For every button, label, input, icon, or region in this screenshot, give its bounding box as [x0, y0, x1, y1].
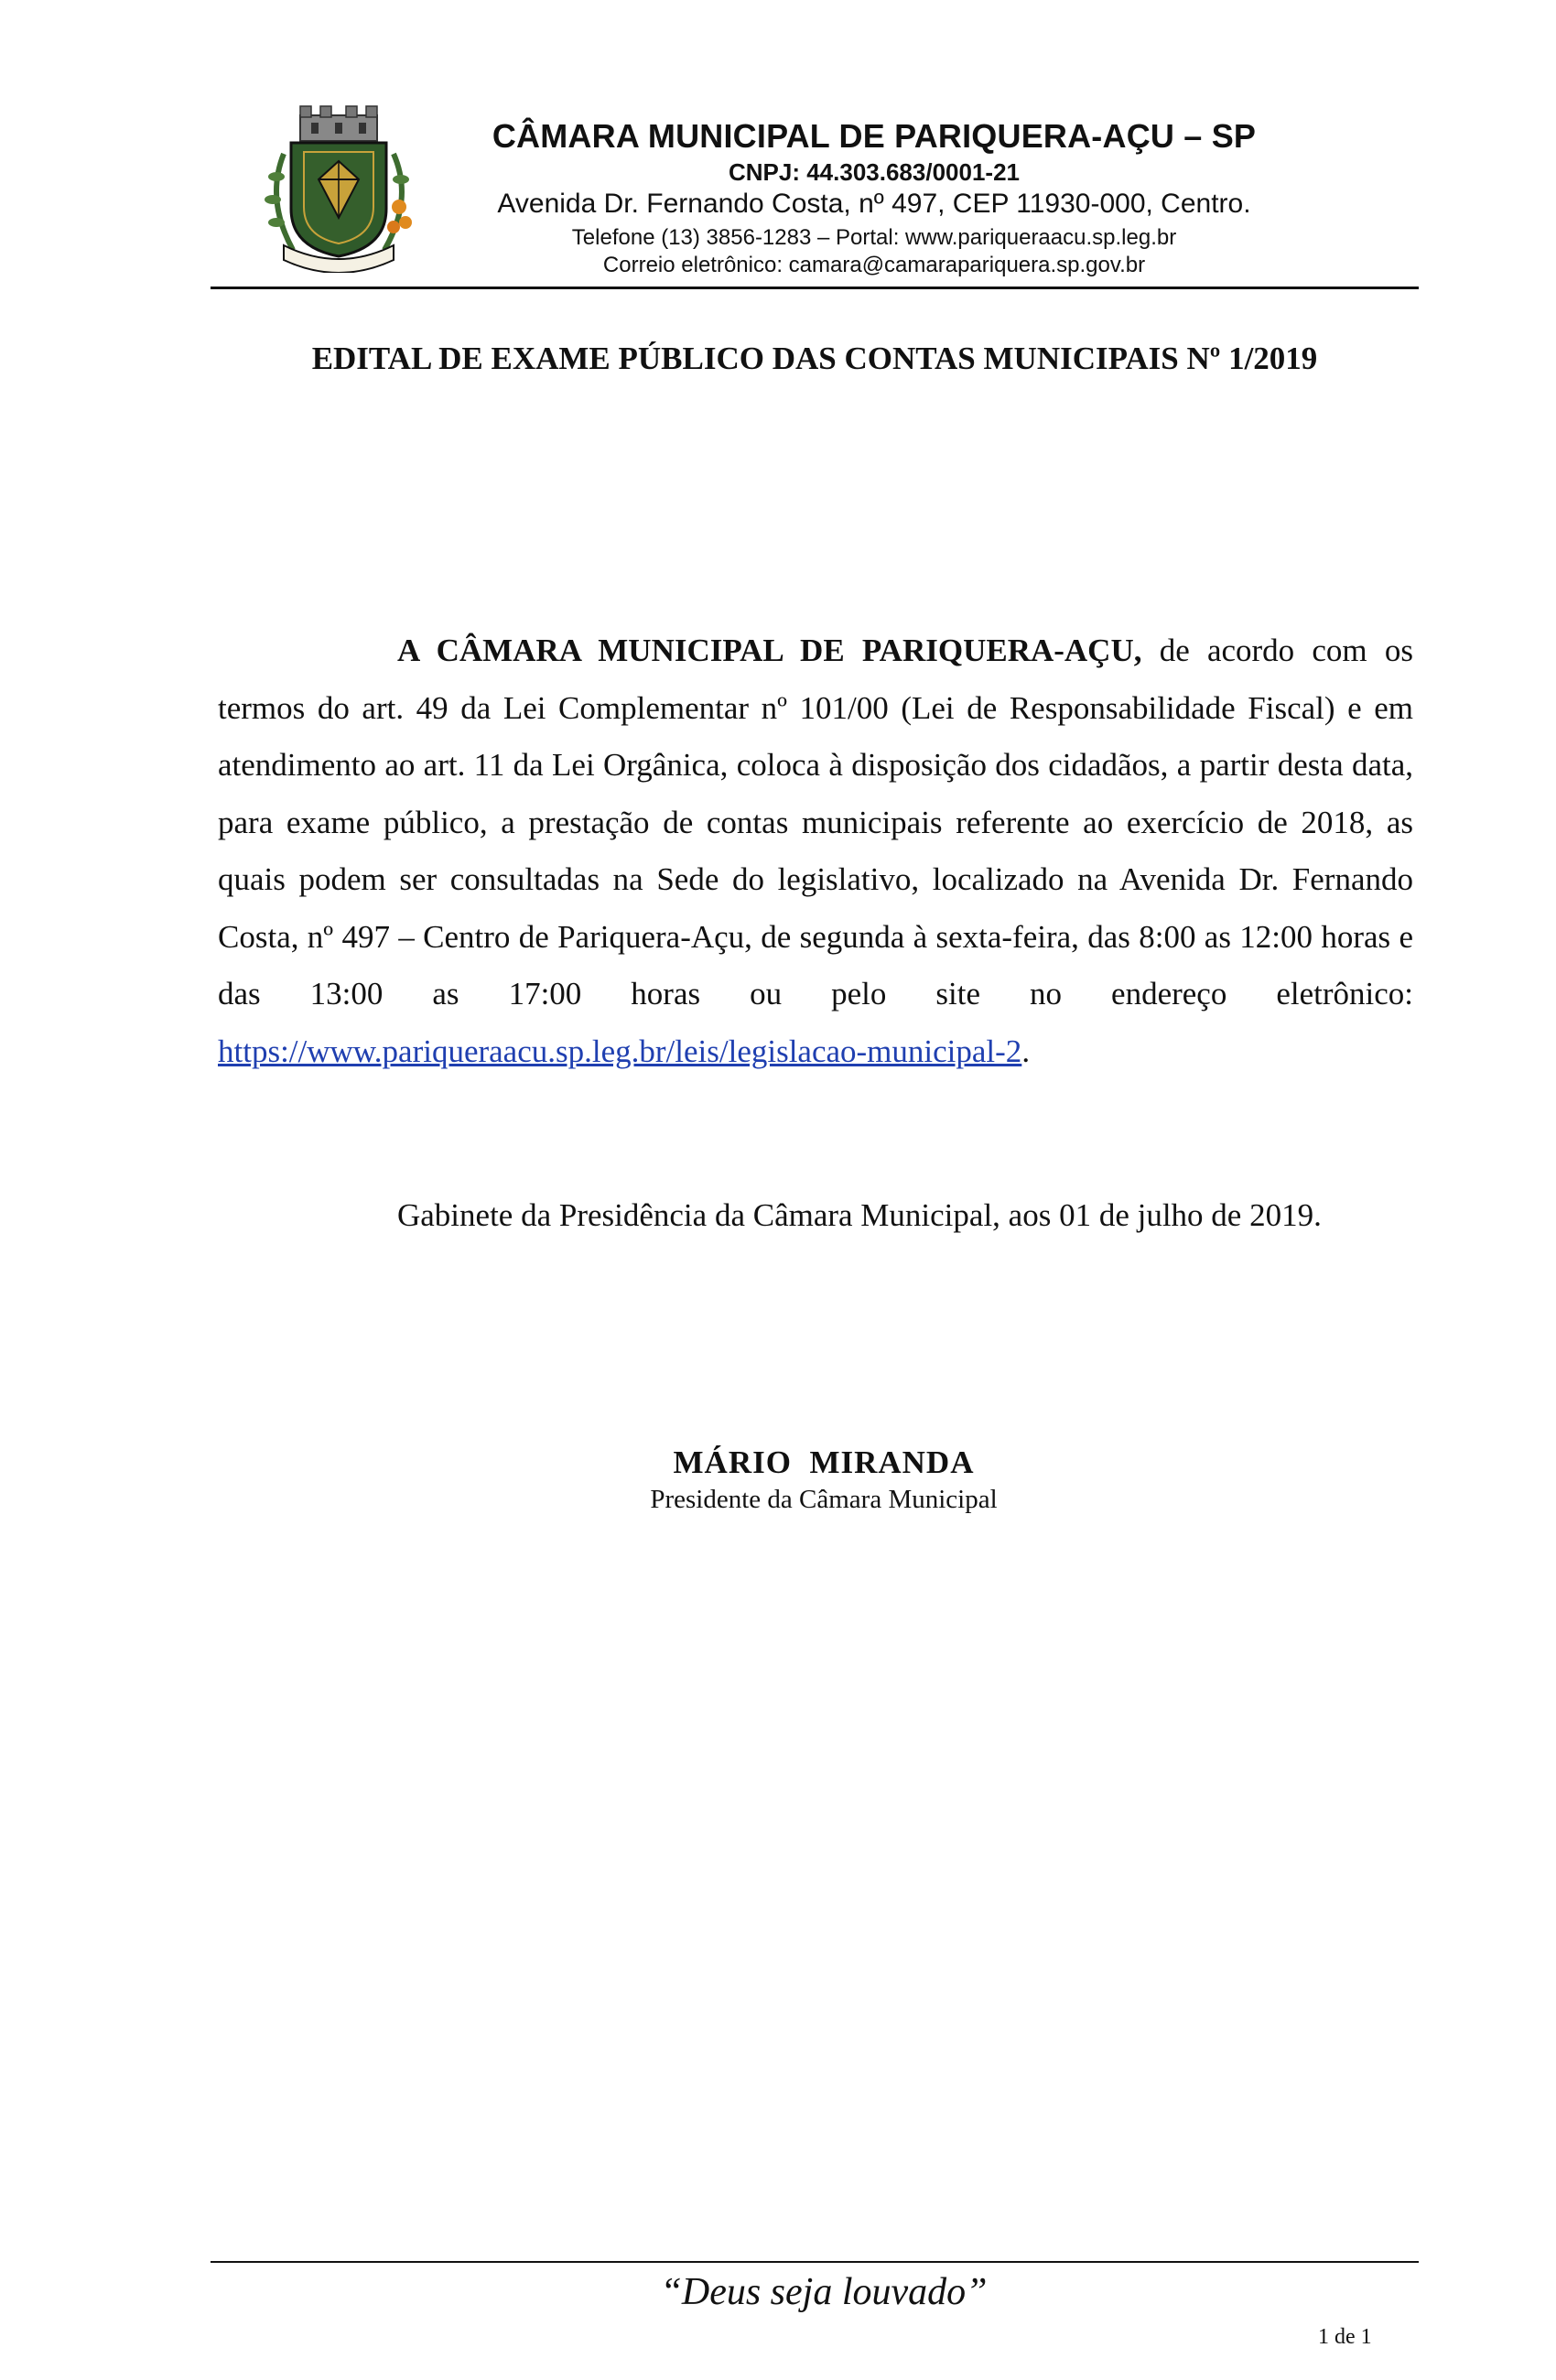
municipal-coat-of-arms-icon — [256, 99, 421, 273]
institution-title: CÂMARA MUNICIPAL DE PARIQUERA-AÇU – SP — [492, 117, 1257, 155]
closing-line: Gabinete da Presidência da Câmara Municipal, aos 01 de julho de 2019. — [397, 1197, 1322, 1233]
legislation-link[interactable]: https://www.pariqueraacu.sp.leg.br/leis/legislacao-municipal-2 — [218, 1033, 1022, 1069]
body-tail: . — [1021, 1033, 1031, 1069]
body-text: de acordo com os termos do art. 49 da Lei Complementar nº 101/00 (Lei de Responsabilidade Fiscal) e em atendimento ao art. 11 da Lei Orgânica, coloca à disposição dos cidadãos, a partir desta data, para exame público, a prestação de contas municipais referente ao exercício de 2018, as quais podem ser consultadas na Sede do legislativo, localizado na Avenida Dr. Fernando Costa, nº 497 – Centro de Pariquera-Açu, de segunda à sexta-feira, das 8:00 as 12:00 horas e das 13:00 as 17:00 horas ou pelo site no endereço eletrônico: — [218, 633, 1413, 1012]
cnpj: CNPJ: 44.303.683/0001-21 — [728, 158, 1020, 186]
header-divider — [211, 287, 1419, 289]
signatory-role: Presidente da Câmara Municipal — [650, 1485, 998, 1514]
document-title: EDITAL DE EXAME PÚBLICO DAS CONTAS MUNICIPAIS Nº 1/2019 — [311, 341, 1318, 376]
body-lead: A CÂMARA MUNICIPAL DE PARIQUERA-AÇU, — [397, 633, 1142, 668]
telephone-portal: Telefone (13) 3856-1283 – Portal: www.pariqueraacu.sp.leg.br — [571, 225, 1177, 250]
footer-motto: “Deus seja louvado” — [660, 2271, 988, 2313]
footer-divider — [211, 2261, 1419, 2263]
body-paragraph — [218, 622, 1413, 1080]
address: Avenida Dr. Fernando Costa, nº 497, CEP 11930-000, Centro. — [497, 189, 1251, 219]
signatory-name: MÁRIO MIRANDA — [673, 1444, 975, 1480]
email: Correio eletrônico: camara@camarapariquera.sp.gov.br — [602, 253, 1146, 277]
letterhead — [0, 0, 1556, 293]
page-number: 1 de 1 — [1318, 2325, 1372, 2349]
